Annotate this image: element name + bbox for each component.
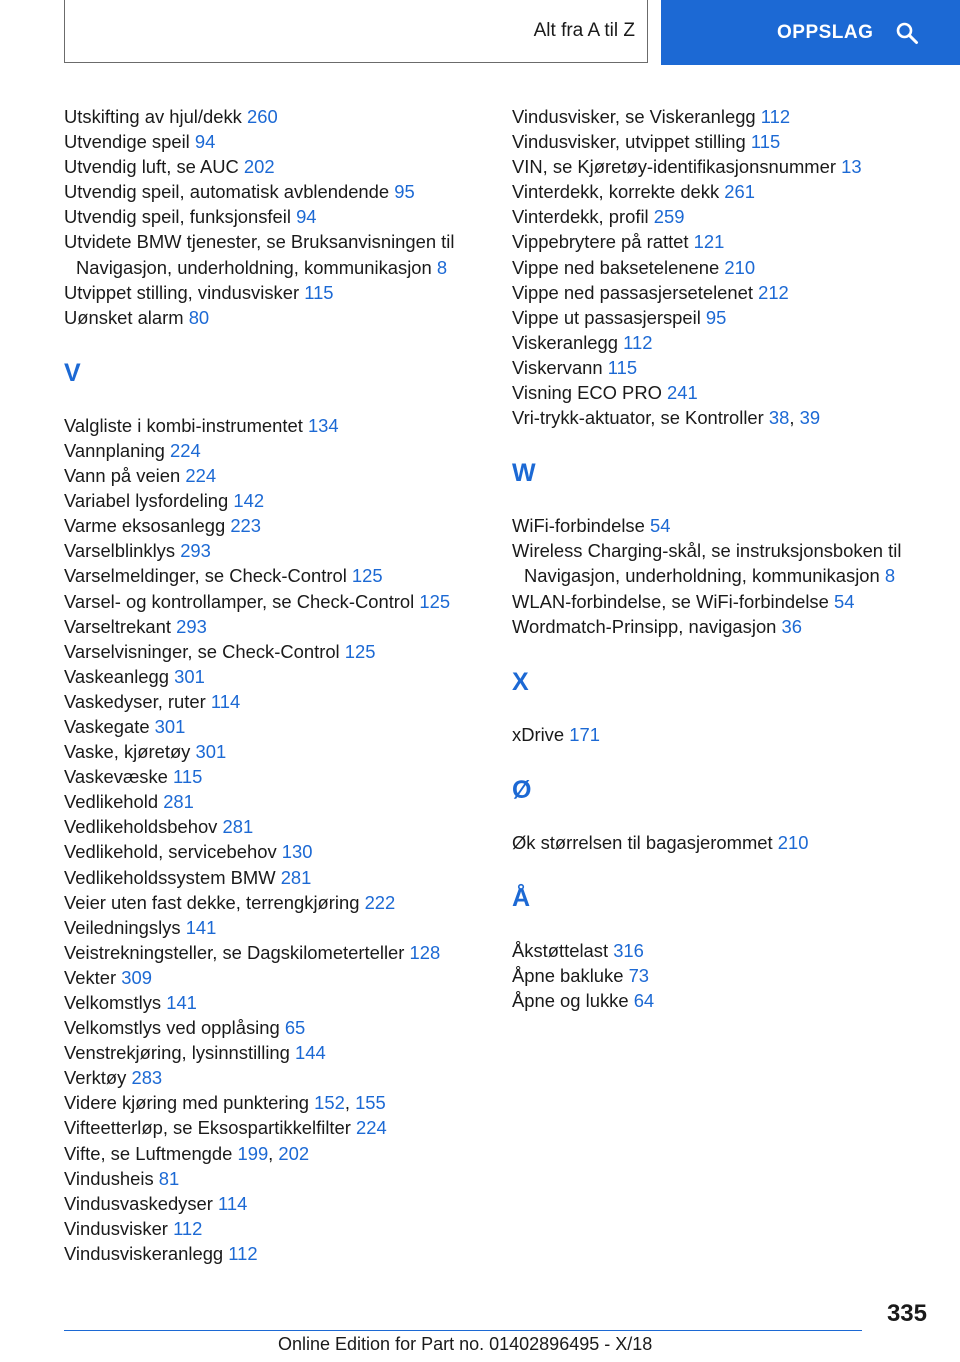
entry-term: Utvendig speil, automatisk avblendende — [64, 181, 390, 203]
index-entry — [512, 830, 942, 855]
entry-term: Vedlikeholdsbehov — [64, 816, 218, 838]
index-entry — [64, 179, 494, 204]
entry-term: Velkomstlys — [64, 992, 162, 1013]
index-entry — [64, 129, 494, 154]
page-link[interactable]: 142 — [233, 490, 265, 512]
page-link[interactable]: 171 — [569, 723, 600, 745]
page-link[interactable]: 222 — [364, 891, 396, 913]
page-link[interactable]: 54 — [649, 515, 671, 537]
index-entry — [64, 1166, 494, 1191]
page-link[interactable]: 210 — [777, 831, 809, 853]
entry-term: Vinterdekk, korrekte dekk — [512, 181, 720, 203]
entry-continuation — [512, 563, 942, 588]
page-link[interactable]: 125 — [344, 640, 376, 662]
entry-term: xDrive — [512, 723, 565, 745]
index-entry — [64, 689, 494, 714]
page-link[interactable]: 121 — [693, 231, 725, 253]
section-title: Alt fra A til Z — [533, 20, 635, 41]
page-link[interactable]: 8 — [436, 256, 448, 278]
section-header — [64, 0, 648, 63]
entry-term: Utvidete BMW tjenester, se Bruksanvisningen til — [64, 231, 455, 253]
entry-term: Varselmeldinger, se Check-Control — [64, 565, 347, 587]
page-link[interactable]: 301 — [154, 715, 186, 737]
entry-term: Vindusvisker, utvippet stilling — [512, 131, 746, 153]
entry-term: Vindusvisker — [64, 1217, 168, 1239]
page-link[interactable]: 112 — [623, 331, 653, 353]
entry-term: VIN, se Kjøretøy-identifikasjonsnummer — [512, 156, 836, 178]
page-link[interactable]: 281 — [163, 791, 194, 813]
index-entry — [64, 1241, 494, 1266]
entry-term: Utvendig luft, se AUC — [64, 156, 239, 178]
index-entry — [512, 988, 942, 1013]
index-entry — [64, 890, 494, 915]
index-entry — [64, 764, 494, 789]
entry-term: WLAN-forbindelse, se WiFi-forbindelse — [512, 590, 829, 612]
entry-term: Varme eksosanlegg — [64, 515, 226, 537]
entry-term: Vinterdekk, profil — [512, 206, 649, 228]
page-link[interactable]: 64 — [633, 990, 655, 1012]
index-entry — [512, 380, 942, 405]
index-entry — [64, 614, 494, 639]
entry-term: Uønsket alarm — [64, 306, 184, 328]
page-link[interactable]: 73 — [628, 964, 650, 986]
index-entry — [64, 990, 494, 1015]
entry-term: Vaskegate — [64, 715, 150, 737]
index-entry — [64, 1115, 494, 1140]
page-link[interactable]: 301 — [195, 741, 227, 763]
entry-term: Vindusvisker, se Viskeranlegg — [512, 106, 756, 127]
index-entry — [64, 104, 494, 129]
page-link[interactable]: 115 — [173, 766, 203, 788]
page-link[interactable]: 112 — [173, 1217, 203, 1239]
index-entry — [512, 154, 942, 179]
index-entry — [512, 104, 942, 129]
page-link[interactable]: 224 — [356, 1117, 387, 1139]
page-link[interactable]: 212 — [758, 281, 789, 303]
entry-term: Visning ECO PRO — [512, 382, 662, 404]
entry-term: Vippe ned baksetelenene — [512, 256, 720, 278]
index-entry — [512, 355, 942, 380]
page-link[interactable]: 152 — [314, 1092, 345, 1114]
entry-term: Vifteetterløp, se Eksospartikkelfilter — [64, 1117, 351, 1139]
index-entry: Videre kjøring med punktering 152, 155 — [64, 1092, 386, 1114]
index-entry — [64, 438, 494, 463]
entry-term: Vaske, kjøretøy — [64, 741, 191, 763]
entry-term: Vann på veien — [64, 465, 181, 487]
entry-term: Velkomstlys ved opplåsing — [64, 1017, 280, 1039]
entry-term: Vippe ned passasjersetelenet — [512, 281, 753, 303]
index-letter-heading: V — [64, 358, 81, 387]
index-entry — [512, 513, 942, 538]
entry-term: Videre kjøring med punktering — [64, 1092, 309, 1114]
index-letter-heading: W — [512, 459, 536, 488]
entry-term: WiFi-forbindelse — [512, 515, 645, 537]
index-entry — [64, 204, 494, 229]
index-entry — [64, 563, 494, 588]
page-link[interactable]: 261 — [724, 181, 755, 203]
page-link[interactable]: 155 — [355, 1092, 386, 1114]
page-link[interactable]: 144 — [295, 1042, 326, 1064]
index-entry — [64, 280, 494, 305]
edition-note: Online Edition for Part no. 01402896495 - X/18 — [278, 1334, 653, 1354]
entry-term: Vri-trykk-aktuator, se Kontroller — [512, 407, 764, 429]
index-entry — [64, 789, 494, 814]
index-entry — [64, 739, 494, 764]
index-entry: Vifte, se Luftmengde 199, 202 — [64, 1142, 310, 1164]
entry-term: Utvippet stilling, vindusvisker — [64, 281, 300, 303]
page-link[interactable]: 94 — [296, 206, 317, 228]
index-entry — [512, 722, 942, 747]
page-link[interactable]: 112 — [760, 106, 791, 127]
index-entry: Vri-trykk-aktuator, se Kontroller 38, 39 — [512, 407, 821, 429]
index-entry — [64, 1065, 494, 1090]
index-entry — [512, 538, 942, 588]
index-entry — [64, 589, 494, 614]
page-link[interactable]: 36 — [781, 615, 802, 637]
page-link[interactable]: 112 — [228, 1242, 258, 1264]
entry-term: Vifte, se Luftmengde — [64, 1142, 233, 1164]
entry-term: Vekter — [64, 966, 117, 988]
page-link[interactable]: 210 — [724, 256, 756, 278]
oppslag-nav-button[interactable] — [661, 0, 960, 65]
page-link[interactable]: 94 — [194, 131, 216, 153]
entry-term: Varselvisninger, se Check-Control — [64, 640, 340, 662]
entry-term: Varseltrekant — [64, 615, 171, 637]
entry-term: Utskifting av hjul/dekk — [64, 106, 242, 127]
entry-term: Viskervann — [512, 356, 603, 378]
page-link[interactable]: 114 — [218, 1192, 248, 1214]
page-link[interactable]: 224 — [170, 439, 201, 461]
page-link[interactable]: 115 — [304, 281, 334, 303]
page-link[interactable]: 224 — [185, 465, 217, 487]
index-entry — [512, 129, 942, 154]
entry-continuation-text: Navigasjon, underholdning, kommunikasjon — [76, 256, 432, 278]
index-entry — [64, 463, 494, 488]
entry-continuation-text: Navigasjon, underholdning, kommunikasjon — [524, 565, 880, 587]
entry-term: Wordmatch-Prinsipp, navigasjon — [512, 615, 777, 637]
page-link[interactable]: 283 — [131, 1067, 163, 1089]
entry-term: Valgliste i kombi-instrumentet — [64, 414, 303, 436]
page-link[interactable]: 8 — [884, 565, 896, 587]
entry-term: Venstrekjøring, lysinnstilling — [64, 1042, 290, 1064]
page-link[interactable]: 293 — [180, 540, 211, 562]
entry-term: Vedlikehold, servicebehov — [64, 841, 277, 863]
index-entry — [512, 330, 942, 355]
page-link[interactable]: 281 — [222, 816, 254, 838]
page-link[interactable]: 65 — [284, 1017, 306, 1039]
index-entry — [512, 589, 942, 614]
entry-term: Variabel lysfordeling — [64, 490, 229, 512]
page-link[interactable]: 125 — [351, 565, 383, 587]
page-link[interactable]: 293 — [176, 615, 207, 637]
page-link[interactable]: 39 — [799, 407, 821, 429]
page-link[interactable]: 316 — [613, 939, 644, 961]
page-number: 335 — [886, 1300, 927, 1327]
index-entry — [64, 1216, 494, 1241]
entry-term: Verktøy — [64, 1067, 127, 1089]
page-link[interactable]: 115 — [750, 131, 781, 153]
index-entry — [64, 229, 494, 279]
entry-continuation — [64, 255, 494, 280]
index-entry — [64, 538, 494, 563]
index-entry — [64, 965, 494, 990]
search-icon — [895, 21, 919, 45]
index-entry — [64, 714, 494, 739]
page-link[interactable]: 301 — [174, 665, 205, 687]
page-link[interactable]: 309 — [121, 966, 152, 988]
page-link[interactable]: 141 — [166, 992, 197, 1013]
index-entry — [512, 229, 942, 254]
entry-term: Veiledningslys — [64, 916, 181, 938]
index-entry — [64, 513, 494, 538]
page-link[interactable]: 259 — [653, 206, 685, 228]
entry-term: Vaskeanlegg — [64, 665, 169, 687]
index-entry — [64, 154, 494, 179]
index-letter-heading: Å — [512, 883, 531, 912]
entry-term: Veistrekningsteller, se Dagskilometerteller — [64, 941, 405, 963]
index-entry — [64, 814, 494, 839]
index-entry — [512, 963, 942, 988]
entry-term: Vaskedyser, ruter — [64, 690, 206, 712]
entry-term: Varselblinklys — [64, 540, 176, 562]
entry-term: Utvendige speil — [64, 131, 190, 153]
entry-term: Vedlikehold — [64, 791, 159, 813]
index-column-right — [512, 104, 942, 1013]
index-entry — [512, 204, 942, 229]
index-entry — [64, 1015, 494, 1040]
page-link[interactable]: 141 — [185, 916, 217, 938]
index-entry — [64, 488, 494, 513]
page-link[interactable]: 241 — [667, 382, 698, 404]
index-entry — [64, 1040, 494, 1065]
entry-term: Vippebrytere på rattet — [512, 231, 689, 253]
footer-divider — [64, 1330, 862, 1331]
entry-term: Vaskevæske — [64, 766, 168, 788]
index-letter-heading: X — [512, 667, 529, 696]
index-entry — [64, 865, 494, 890]
index-entry — [512, 614, 942, 639]
page-link[interactable]: 95 — [705, 306, 727, 328]
page-link[interactable]: 115 — [607, 356, 638, 378]
page-link[interactable]: 80 — [188, 306, 210, 328]
entry-term: Åpne og lukke — [512, 990, 629, 1012]
page-link[interactable]: 223 — [230, 515, 261, 537]
page-link[interactable]: 114 — [210, 690, 241, 712]
index-entry — [64, 664, 494, 689]
page-link[interactable]: 260 — [246, 106, 278, 127]
index-entry — [512, 305, 942, 330]
page-link[interactable]: 13 — [841, 156, 862, 178]
index-column-left — [64, 104, 494, 1266]
entry-term: Åpne bakluke — [512, 964, 624, 986]
page-link[interactable]: 128 — [409, 941, 441, 963]
index-entry — [64, 639, 494, 664]
entry-term: Varsel- og kontrollamper, se Check-Control — [64, 590, 415, 612]
entry-term: Vindusvaskedyser — [64, 1192, 213, 1214]
index-entry — [64, 940, 494, 965]
page-link[interactable]: 199 — [237, 1142, 269, 1164]
entry-term: Vippe ut passasjerspeil — [512, 306, 701, 328]
page-link[interactable]: 81 — [158, 1167, 180, 1189]
index-entry — [512, 280, 942, 305]
page-link[interactable]: 95 — [394, 181, 415, 203]
entry-term: Wireless Charging-skål, se instruksjonsboken til — [512, 540, 902, 562]
entry-term: Vannplaning — [64, 439, 165, 461]
page-link[interactable]: 134 — [307, 414, 339, 436]
oppslag-label: OPPSLAG — [777, 21, 874, 43]
page-link[interactable]: 54 — [833, 590, 855, 612]
index-entry — [64, 915, 494, 940]
index-entry — [64, 839, 494, 864]
page-link[interactable]: 202 — [243, 156, 275, 178]
entry-term: Viskeranlegg — [512, 331, 618, 353]
entry-term: Veier uten fast dekke, terrengkjøring — [64, 891, 360, 913]
entry-term: Åkstøttelast — [512, 939, 609, 961]
entry-term: Vedlikeholdssystem BMW — [64, 866, 276, 888]
entry-term: Utvendig speil, funksjonsfeil — [64, 206, 291, 228]
index-entry — [512, 255, 942, 280]
entry-term: Øk størrelsen til bagasjerommet — [512, 831, 773, 853]
index-entry — [64, 1191, 494, 1216]
page-link[interactable]: 202 — [278, 1142, 310, 1164]
index-entry — [64, 305, 494, 330]
entry-term: Vindusviskeranlegg — [64, 1242, 224, 1264]
page-link[interactable]: 130 — [281, 841, 313, 863]
index-letter-heading: Ø — [512, 775, 532, 804]
entry-term: Vindusheis — [64, 1167, 154, 1189]
index-entry — [512, 179, 942, 204]
page-link[interactable]: 125 — [419, 590, 451, 612]
index-entry — [512, 938, 942, 963]
page-link[interactable]: 38 — [768, 407, 790, 429]
page-link[interactable]: 281 — [280, 866, 312, 888]
index-entry — [64, 413, 494, 438]
